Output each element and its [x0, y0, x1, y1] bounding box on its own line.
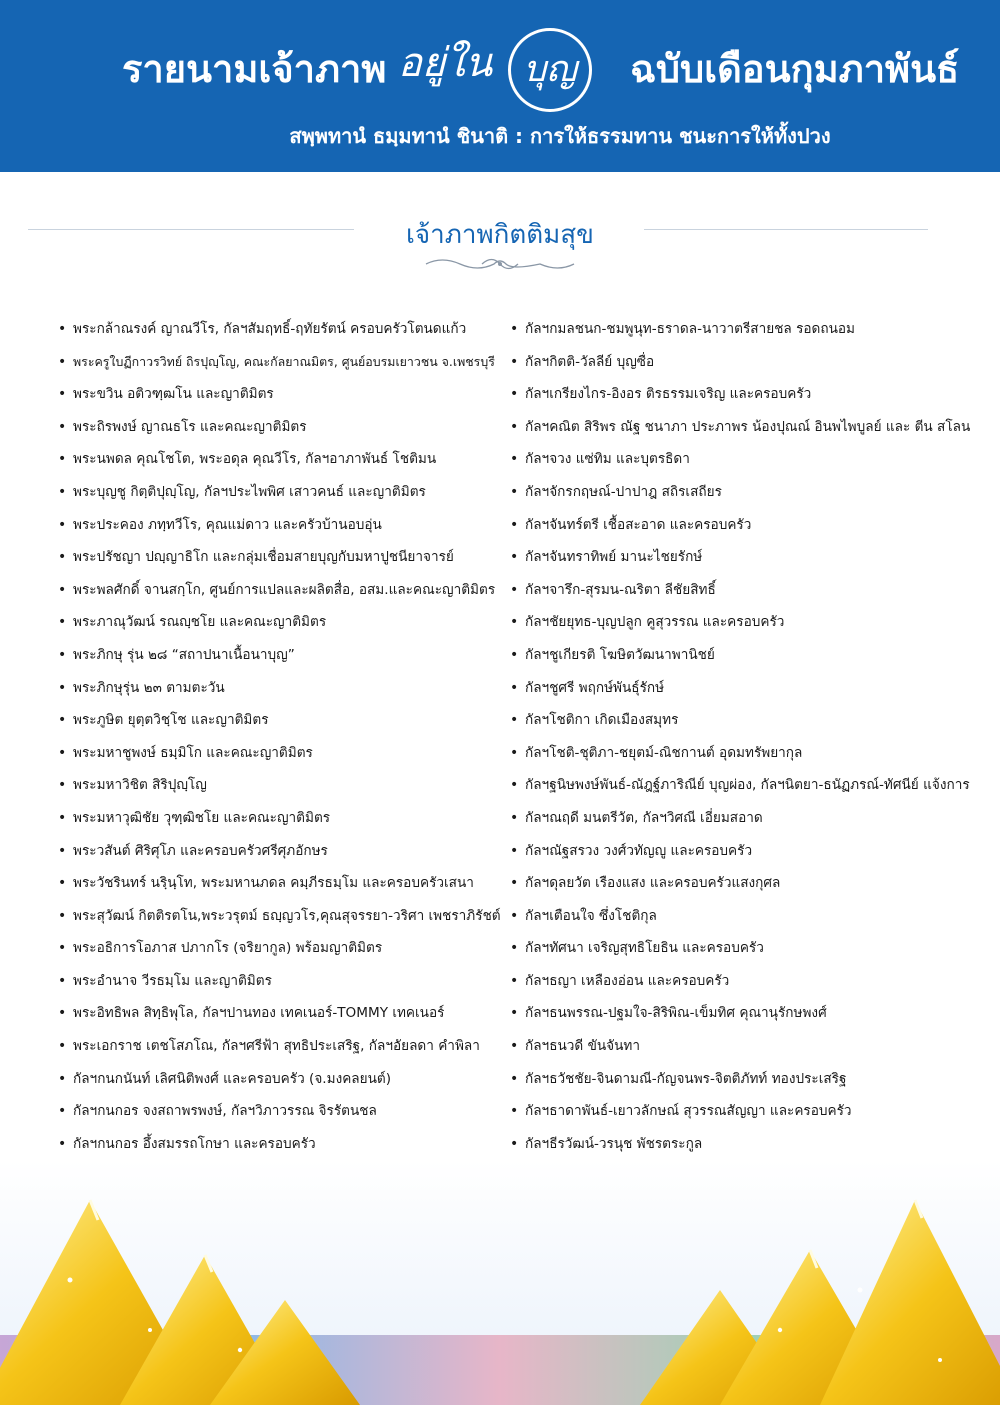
donor-item: • กัลฯจักรกฤษณ์-ปาปาฎ สถิรเสถียร — [510, 481, 980, 514]
donor-item: • กัลฯเตือนใจ ซึ่งโชติกุล — [510, 905, 980, 938]
donor-item: • พระถิรพงษ์ ญาณธโร และคณะญาติมิตร — [58, 416, 508, 449]
donor-item: • กัลฯธวัชชัย-จินดามณี-กัญจนพร-จิตติภัทท์ ทองประเสริฐ — [510, 1068, 980, 1101]
donor-item: • พระพลศักดิ์ จานสกฺโก, ศูนย์การแปลและผลิตสื่อ, อสม.และคณะญาติมิตร — [58, 579, 508, 612]
donor-item: • พระบุญชู กิตฺติปุญฺโญ, กัลฯประไพพิศ เสาวคนธ์ และญาติมิตร — [58, 481, 508, 514]
donor-item: • กัลฯโชติกา เกิดเมืองสมุทร — [510, 709, 980, 742]
logo-script: อยู่ใน — [397, 40, 493, 86]
logo-circle: บุญ — [508, 28, 592, 112]
donor-item: • พระกล้าณรงค์ ญาณวีโร, กัลฯสัมฤทธิ์-ฤทัยรัตน์ ครอบครัวโตนดแก้ว — [58, 318, 508, 351]
donor-item: • กัลฯโชติ-ชุติภา-ชยุตม์-ณิชกานต์ อุดมทรัพยากุล — [510, 742, 980, 775]
donor-item: • กัลฯชัยยุทธ-บุญปลูก คูสุวรรณ และครอบครัว — [510, 611, 980, 644]
donor-item: • พระมหาวุฒิชัย วุฑฺฒิชโย และคณะญาติมิตร — [58, 807, 508, 840]
golden-pagoda-scene — [0, 1160, 1000, 1405]
donor-item: • กัลฯทัศนา เจริญสุทธิโยธิน และครอบครัว — [510, 937, 980, 970]
donor-item: • กัลฯกมลชนก-ชมพูนุท-ธราดล-นาวาตรีสายชล รอดถนอม — [510, 318, 980, 351]
donor-item: • กัลฯชูศรี พฤกษ์พันธุ์รักษ์ — [510, 677, 980, 710]
donor-item: • พระมหาวิชิต สิริปุญฺโญ — [58, 774, 508, 807]
donor-item: • พระประคอง ภทฺทวีโร, คุณแม่ดาว และครัวบ้านอบอุ่น — [58, 514, 508, 547]
donor-item: • พระภาณุวัฒน์ รณญฺชโย และคณะญาติมิตร — [58, 611, 508, 644]
donor-list-right — [510, 318, 980, 1165]
header-banner — [0, 0, 1000, 172]
title-right: ฉบับเดือนกุมภาพันธ์ — [630, 47, 960, 91]
section-title: เจ้าภาพกิตติมสุข — [406, 220, 594, 250]
donor-list-left — [58, 318, 508, 1165]
donor-item: • พระนพดล คุณโชโต, พระอดุล คุณวีโร, กัลฯอาภาพันธ์ โชติมน — [58, 448, 508, 481]
donor-item: • กัลฯณัฐสรวง วงศ์วทัญญู และครอบครัว — [510, 840, 980, 873]
donor-item: • พระปรัชญา ปญฺญาธิโก และกลุ่มเชื่อมสายบุญกับมหาปูชนียาจารย์ — [58, 546, 508, 579]
donor-item: • กัลฯเกรียงไกร-อิงอร ติรธรรมเจริญ และครอบครัว — [510, 383, 980, 416]
donor-item: • กัลฯจันทร์ตรี เชื้อสะอาด และครอบครัว — [510, 514, 980, 547]
donor-item: • กัลฯดุลยวัต เรืองแสง และครอบครัวแสงกุศล — [510, 872, 980, 905]
donor-item: • พระอิทธิพล สิทฺธิพุโล, กัลฯปานทอง เทคเนอร์-TOMMY เทคเนอร์ — [58, 1002, 508, 1035]
donor-item: • กัลฯธนวดี ขันจันทา — [510, 1035, 980, 1068]
flourish-ornament — [422, 254, 578, 274]
subtitle: สพฺพทานํ ธมฺมทานํ ชินาติ : การให้ธรรมทาน ชนะการให้ทั้งปวง — [289, 124, 831, 148]
donor-item: • พระอำนาจ วีรธมฺโม และญาติมิตร — [58, 970, 508, 1003]
donor-item: • กัลฯธนพรรณ-ปฐมใจ-สิริพิณ-เข็มทิศ คุณานุรักษพงศ์ — [510, 1002, 980, 1035]
donor-item: • กัลฯกนกอร อึ้งสมรรถโกษา และครอบครัว — [58, 1133, 508, 1166]
donor-item: • พระภูษิต ยุตฺตวิชฺโช และญาติมิตร — [58, 709, 508, 742]
donor-item: • กัลฯกนกนันท์ เลิศนิติพงศ์ และครอบครัว (จ.มงคลยนต์) — [58, 1068, 508, 1101]
donor-item: • พระภิกษุรุ่น ๒๓ ตามตะวัน — [58, 677, 508, 710]
donor-item: • พระอธิการโอภาส ปภากโร (จริยากูล) พร้อมญาติมิตร — [58, 937, 508, 970]
title-left: รายนามเจ้าภาพ — [122, 47, 387, 91]
donor-item: • กัลฯธีรวัฒน์-วรนุช พัชรตระกูล — [510, 1133, 980, 1166]
donor-item: • กัลฯฐนิษพงษ์พันธ์-ณัฎฐ์ภาริณีย์ บุญผ่อง, กัลฯนิตยา-ธนัฏภรณ์-ทัศนีย์ แจ้งการ — [510, 774, 980, 807]
donor-item: • พระภิกษุ รุ่น ๒๘ “สถาปนาเนื้อนาบุญ” — [58, 644, 508, 677]
donor-item: • กัลฯณฤดี มนตรีวัต, กัลฯวิศณี เอี่ยมสอาด — [510, 807, 980, 840]
logo — [390, 22, 610, 114]
donor-item: • พระวสันต์ ศิริศุโภ และครอบครัวศรีศุภอักษร — [58, 840, 508, 873]
donor-item: • พระมหาชูพงษ์ ธมฺมิโก และคณะญาติมิตร — [58, 742, 508, 775]
donor-item: • กัลฯกิตติ-วัลลีย์ บุญซื่อ — [510, 351, 980, 384]
donor-item: • พระเอกราช เตชโสภโณ, กัลฯศรีฟ้า สุทธิประเสริฐ, กัลฯอัยลดา คำพิลา — [58, 1035, 508, 1068]
donor-item: • กัลฯธาดาพันธ์-เยาวลักษณ์ สุวรรณสัญญา และครอบครัว — [510, 1100, 980, 1133]
donor-item: • พระขวิน อติวฑฺฒโน และญาติมิตร — [58, 383, 508, 416]
donor-item: • กัลฯชูเกียรติ โฆษิตวัฒนาพานิชย์ — [510, 644, 980, 677]
donor-item: • กัลฯคณิต สิริพร ณัฐ ชนาภา ประภาพร น้องปุณณ์ อินพไพบูลย์ และ ตีน สโลน — [510, 416, 980, 449]
donor-item: • กัลฯจวง แซ่ทิม และบุตรธิดา — [510, 448, 980, 481]
donor-item: • พระวัชรินทร์ นริฺนฺโท, พระมหานภดล คมฺภีรธมฺโม และครอบครัวเสนา — [58, 872, 508, 905]
donor-item: • พระครูใบฏีกาวรวิทย์ ถิรปุญฺโญ, คณะกัลยาณมิตร, ศูนย์อบรมเยาวชน จ.เพชรบุรี — [58, 351, 508, 384]
donor-item: • พระสุวัฒน์ กิตติรตโน,พระวรุตม์ ธญฺญวโร,คุณสุจรรยา-วริศา เพชราภิรัชต์ — [58, 905, 508, 938]
donor-item: • กัลฯจารึก-สุรมน-ณริตา ลีชัยสิทธิ์ — [510, 579, 980, 612]
donor-item: • กัลฯกนกอร จงสถาพรพงษ์, กัลฯวิภาวรรณ จิรรัตนชล — [58, 1100, 508, 1133]
donor-item: • กัลฯจันทราทิพย์ มานะไชยรักษ์ — [510, 546, 980, 579]
donor-item: • กัลฯธญา เหลืองอ่อน และครอบครัว — [510, 970, 980, 1003]
